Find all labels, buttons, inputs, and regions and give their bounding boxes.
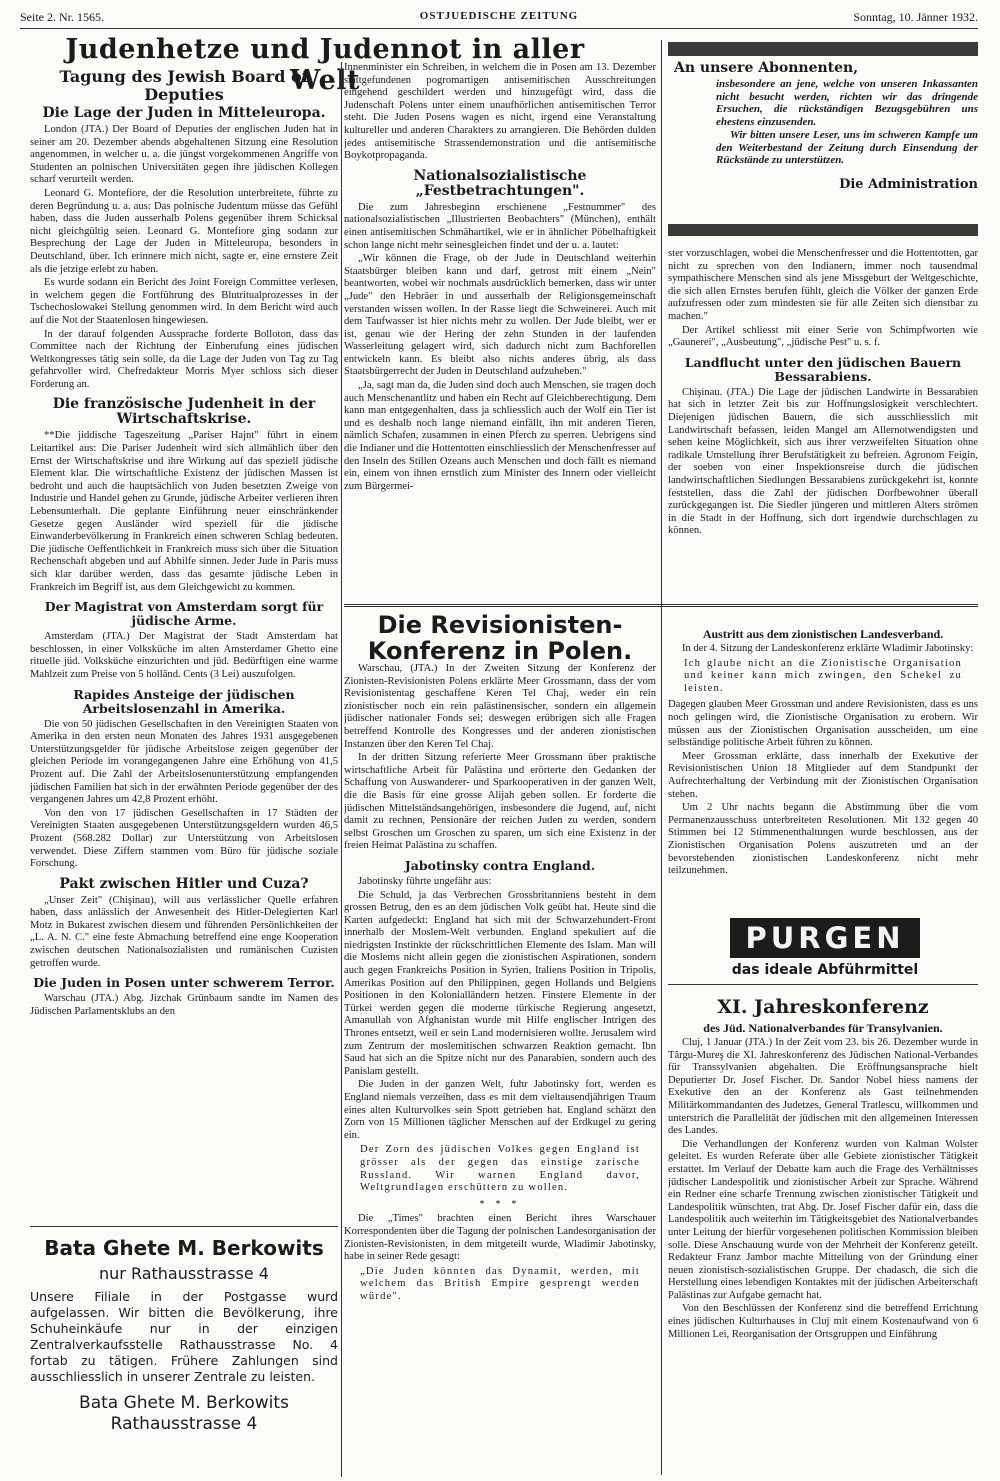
article-paragraph: **Die jiddische Tageszeitung „Pariser Hajnt" führt in einem Leitartikel aus: Die Pariser Judenheit wird sich allmählich über den Ernst der Wirtschaftskrise und ihre Wirkung auf das speziell jüdische Element klar. Die wirtschaftliche Existenz der jüdischen Massen ist bedroht und auch die hauptsächlich von Juden besetzten Zweige von Industrie und Handel gehen zu Grunde, jüdische Arbeiter verlieren ihren Lebensunterhalt. Die geplante Einführung neuer einschränkender Gesetze gegen Ausländer wird speziell für die jüdische Einwanderbevölkerung in Frankreich einen schweren Schlag bedeuten. Die jüdische Oeffentlichkeit in Frankreich muss sich über die Situation Rechenschaft abgeben und auf Abhilfe sinnen. Jeder Jude in Paris muss sich klar darüber werden, dass das gesamte jüdische Leben in Frankreich im Begriff ist, aus dem Gleichgewicht zu kommen.: [30, 430, 338, 593]
article-title: Jabotinsky contra England.: [404, 857, 596, 873]
article-paragraph: Es wurde sodann ein Bericht des Joint Foreign Committee verlesen, in welchem gegen die Fortführung des Blutritualprozesses in der Tschechoslowakei Stellung genommen wird. In dem Bericht wird auch auf die Not der Staatenlosen hingewiesen.: [30, 277, 338, 326]
article-paragraph: Jabotinsky führte ungefähr aus:: [358, 875, 492, 887]
column-divider: [661, 40, 662, 1475]
article-paragraph: Leonard G. Montefiore, der die Resolution unterbreitete, führte zu deren Begründung u. a. aus: Das polnische Judentum müsse das Gefühl haben, dass die Juden ausserhalb Polens gegenüber ihrem Schicksal nicht gleichgültig seien. Leonard G. Montefiore ging sodann zur Besprechung der Lage der Juden in Mitteleuropa, besonders in Deutschland, über. Ich erinnere mich nicht, sagte er, eine ernstere Zeit als die jetzige erlebt zu haben.: [30, 187, 338, 275]
article-paragraph: Warschau (JTA.) Abg. Jizchak Grünbaum sandte im Namen des Jüdischen Parlamentsklubs an den: [30, 993, 338, 1017]
quote: Ich glaube nicht an die Zionistische Organisation und keiner kann mich zwingen, den Schekel zu leisten.: [684, 657, 962, 694]
quote: Der Zorn des jüdischen Volkes gegen England ist grösser als der gegen das einstige zarische Russland. Wir warnen England davor, Weltgrundlagen erschüttern zu wollen.: [360, 1144, 640, 1194]
section-rule: [344, 604, 978, 607]
article-paragraph: Warschau, (JTA.) In der Zweiten Sitzung der Konferenz der Zionisten-Revisionisten Polens erklärte Meer Grossmann, dass der vom Revisionistentag geschaffene Keren Tel Chaj, weder ein rein zionistischer noch ein rein palästinensischer, sondern ein allgemein jüdischer nationaler Fonds sei; deswegen erübrigen sich alle Fragen betreffend Kontrolle des Kongresses und der anderen zionistischen Instanzen über den Keren Tel Chaj.: [344, 663, 656, 750]
article-title: Austritt aus dem zionistischen Landesverband.: [702, 627, 944, 641]
newspaper-name: OSTJUEDISCHE ZEITUNG: [419, 10, 579, 22]
column-right-lower: [668, 990, 978, 1475]
article-title: Die Juden in Posen unter schwerem Terror.: [33, 975, 335, 991]
article-paragraph: In der 4. Sitzung der Landeskonferenz erklärte Wladimir Jabotinsky:: [682, 643, 974, 654]
article-paragraph: „Ja, sagt man da, die Juden sind doch auch Menschen, sie tragen doch auch Menschenantlitz und haben ein Recht auf Gleichberechtigung. Dem kann man entgegenhalten, dass ja schliesslich auch der Wolf ein Tier ist und es deshalb noch lange niemand einfällt, ihn mit anderen Tieren, nämlich Schafen, zusammen in einen Pferch zu sperren. Uebrigens sind die Indianer und die Hottentotten einschliesslich der Menschenfresser auf den Inseln des Stillen Ozeans auch Menschen und doch fällt es niemand ein, einem von ihnen ernstlich zum Minister des Innern oder vielleicht zum Bürgermei-: [344, 380, 656, 492]
notice-heading: An unsere Abonnenten,: [674, 60, 859, 76]
page-header: [20, 8, 978, 28]
bata-advertisement: [30, 1232, 338, 1434]
article-paragraph: Die von 50 jüdischen Gesellschaften in den Vereinigten Staaten von Amerika in den ersten neun Monaten des Jahres 1931 ausgegebenen Unterstützungsgelder für jüdische Arbeitslose zeigen gegenüber der gleichen Periode im vorangegangenen Jahre eine Erhöhung von 41,5 Prozent auf. Die Zahl der Arbeitslosenunterstützung empfangenden jüdischen Familien hat sich in der erwähnten Periode gegenüber der des vergangenen Jahres um 42,8 Prozent erhöht.: [30, 718, 338, 806]
column-right: [668, 248, 978, 600]
article-paragraph: In der dritten Sitzung referierte Meer Grossmann über praktische wirtschaftliche Arbeit für Palästina und erörterte den Gedanken der Schaffung von Auswanderer- und Sparkooperativen in der ganzen Welt, die die Basis für eine grosse Alijah geben sollen. Er forderte die jüdischen Mittelständsangehörigen, insbesondere die Jugend, auf, nicht damit zu rechnen, Pensionäre der reichen Juden zu werden, sondern selbst Groschen um Groschen zu sparen, um sich eine Existenz in der freien Heimat Palästina zu schaffen.: [344, 752, 656, 852]
article-paragraph: Chişinau. (JTA.) Die Lage der jüdischen Landwirte in Bessarabien hat sich in letzter Zeit bis zur Hoffnungslosigkeit verschlechtert. Diejenigen jüdischen Bauern, die sich ausschliesslich mit Landwirtschaft befassen, leiden Mangel am Allernotwendigsten und sehen keine Möglichkeit, sich aus ihrer verzweifelten Situation ohne radikale Umstellung ihrer Berufstätigkeit zu befreien. Agronom Feigin, der soeben von einer Inspektionsreise durch die jüdischen landwirtschaftlichen Siedlungen Bessarabiens zurückgekehrt ist, konnte feststellen, dass die Zahl der jüdischen Dorfbewohner überall zurückgegangen ist. Die Siedler jüngeren und mittleren Alters strömen in die Stadt in der Hoffnung, sich dort irgendwie durchschlagen zu können.: [668, 386, 978, 537]
article-paragraph: Von den Beschlüssen der Konferenz sind die betreffend Errichtung eines jüdischen Kulturhauses in Cluj mit einem Kostenaufwand von 6 Millionen Lei, Reorganisation der Ortsgruppen und Einführung: [668, 1303, 978, 1340]
article-title: Rapides Ansteige der jüdischen Arbeitslosenzahl in Amerika.: [73, 686, 295, 716]
ad-signature: Bata Ghete M. Berkowits: [79, 1393, 289, 1413]
column-middle: [344, 62, 656, 600]
article-paragraph: Cluj, 1 Januar (JTA.) In der Zeit vom 23. bis 26. Dezember wurde in Târgu-Mureş die XI. Jahreskonferenz des Jüdischen National-Verbandes für Transsylvanien abgehalten. Die Eröffnungsansprache hielt Deputierter Dr. Josef Fischer. Dr. Sandor Nobel hiess namens der Exekutive den an der Konferenz als Gast teilnehmenden Militärkommandanten des Judetzes, General Tratlescu, willkommen und unterstrich die Parallelität der jüdischen mit den allgemeinen Interessen des Landes.: [668, 1037, 978, 1137]
section-rule: [30, 1226, 338, 1227]
column-divider: [341, 62, 342, 1477]
article-paragraph: Die Verhandlungen der Konferenz wurden von Kalman Wolster geleitet. Es wurden Referate über alle Gebiete zionistischer Tätigkeit erstattet. Im Verlauf der Debatte kam auch die Frage des Verhältnisses jüdischer Landespolitik und zionistischer Arbeit zur Sprache. Während ein Redner eine scharfe Trennung zwischen zionistischer Tätigkeit und Landespolitik wünschten, trat Abg. Dr. Josef Fischer dafür ein, dass die Landespolitik auch weiterhin im Tätigkeitsgebiet des Nationalverbandes unter Leitung der hierfür vorgesehenen politischen Kommission bleiben solle. Diese Anschauung wurde von der Mehrheit der Konferenz geteilt. Redakteur Franz Jambor machte Mitteilung von der Gründung einer neuen zionistisch-sozialistischen Gruppe. Der chadasch, die sich die Herstellung eines lebendigen Kontaktes mit der jüdischen Arbeiterschaft Palästinas zur Aufgabe gemacht hat.: [668, 1138, 978, 1301]
purgen-logo: PURGEN: [730, 918, 920, 958]
ad-street: nur Rathausstrasse 4: [99, 1264, 269, 1283]
purgen-tagline: das ideale Abführmittel: [731, 962, 919, 978]
article-title: Pakt zwischen Hitler und Cuza?: [59, 875, 309, 892]
article-paragraph: London (JTA.) Der Board of Deputies der englischen Juden hat in seiner am 20. Dezember abends abgehaltenen Sitzung eine Resolution angenommen, in welcher u. a. die jüngst vorgekommenen Angriffe von Studenten an polnischen Universitäten gegen ihre jüdischen Kollegen scharf verurteilt werden.: [30, 124, 338, 186]
article-paragraph: Die Juden in der ganzen Welt, fuhr Jabotinsky fort, werden es England niemals verzeihen, dass es mit dem vieltausendjährigen Traum eines alten Kulturvolkes sein Spott getrieben hat. England schätzt den Zorn von 15 Millionen täglicher Menschen auf der Erdkugel zu gering ein.: [344, 1079, 656, 1141]
article-paragraph: Die „Times" brachten einen Bericht ihres Warschauer Korrespondenten über die Tagung der polnischen Landesorganisation der Zionisten-Revisionisten, in dem mitgeteilt wurde, Wladimir Jabotinsky, habe in seiner Rede gesagt:: [344, 1213, 656, 1263]
article-paragraph: „Unser Zeit" (Chişinau), will aus verlässlicher Quelle erfahren haben, dass anlässlich der Anwesenheit des Hitler-Delegierten Karl Motz in Bukarest zwischen diesem und führenden Persönlichkeiten der „L. A. N. C." eine feste Abmachung betreffend eine enge Kooperation zwischen deutschen Nationalsozialisten und rumänischen Cuzisten getroffen wurde.: [30, 894, 338, 969]
article-paragraph: Die Schuld, ja das Verbrechen Grossbritanniens besteht in dem grossen Betrug, den es an dem jüdischen Volk geübt hat. Heute sind die Karten aufgedeckt: England hat sich mit der Schwarzehundert-Front innerhalb der Moslem-Welt verbunden. England spekuliert auf die niedrigsten Instinkte der rückschrittlichen Elemente des Islam. Man will die Moslems nicht allein gegen die zionistischen Aspirationen, sondern auch gegen Frankreichs Position in Syrien, Italiens Position in Tripolis, Amerikas Position auf den Philippinen, gegen Hollands und Belgiens Positionen in den Kolonialländern hetzen. Finstere Elemente in der Türkei werden gegen die moderne türkische Regierung angesetzt, Amanullah von Afghanistan wurde mit Hilfe englischer Intrigen des Thrones entsetzt, weil er sein Land modernisieren wollte. Jerusalem wird zum Zentrum der moslemitischen schwarzen Reaktion gemacht. Ibn Saud hat sich an die Spitze nicht nur des Panarabien, sondern auch des Panislam gestellt.: [344, 889, 656, 1077]
article-subtitle: des Jüd. Nationalverbandes für Transylvanien.: [703, 1021, 943, 1035]
article-paragraph: Die zum Jahresbeginn erschienene „Festnummer" des nationalsozialistischen „Illustrierten Beobachters" (München), enthält einen antisemitischen Schmähartikel, wie er in ähnlicher Pöbelhaftigkeit schon lange nicht mehr seinesgleichen findet und der u. a. lautet:: [344, 201, 656, 251]
article-paragraph: Meer Grossman erklärte, dass innerhalb der Exekutive der Revisionistischen Union 18 Mitglieder auf dem Standpunkt der Aufrechterhaltung der Verbindung mit der Zionistischen Organisation stehen.: [668, 750, 978, 800]
column-left: [30, 66, 338, 1256]
article-paragraph: Um 2 Uhr nachts begann die Abstimmung über die vom Permanenzausschuss unterbreiteten Resolutionen. Mit 132 gegen 40 Stimmen bei 12 Stimmenenthaltungen wurde beschlossen, aus der Zionistischen Organisation Polens auszutreten und an der bevorstehenden zionistischen Landeskonferenz nicht mehr teilzunehmen.: [668, 802, 978, 877]
article-subtitle: Die Lage der Juden in Mitteleuropa.: [42, 105, 326, 121]
column-middle-lower: [344, 663, 656, 1475]
header-rule: [20, 28, 978, 29]
article-headline: Die Revisionisten-Konferenz in Polen.: [367, 611, 633, 665]
article-paragraph: Der Artikel schliesst mit einer Serie von Schimpfworten wie „Gaunerei", „Ausbeutung", „jüdische Pest" u. s. f.: [668, 324, 978, 349]
article-paragraph: Amsterdam (JTA.) Der Magistrat der Stadt Amsterdam hat beschlossen, in einer Volksküche im alten Amsterdamer Ghetto eine rituelle jüd. Volksküche einzurichten und jüd. Bedürftigen eine warme Mahlzeit zum Preise von 5 holländ. Cents (3 Lei) auszufolgen.: [30, 631, 338, 680]
ad-body: Unsere Filiale in der Postgasse wurd aufgelassen. Wir bitten die Bevölkerung, ihre Schuheinkäufe nur in der einzigen Zentralverkaufsstelle Rathausstrasse No. 4 fortab zu tätigen. Frühere Zahlungen sind ausschliesslich in unserer Zentrale zu leisten.: [30, 1289, 338, 1384]
article-title: Die französische Judenheit in der Wirtschaftskrise.: [52, 396, 316, 428]
subscriber-notice: [668, 40, 978, 240]
notice-paragraph: insbesondere an jene, welche von unseren Inkassanten nicht besucht werden, richten wir das dringende Ersuchen, die rückständigen Bezugsgebühren uns ehestens einzusenden.: [716, 78, 978, 128]
notice-signature: Die Administration: [839, 176, 978, 192]
article-title: Tagung des Jewish Board of Deputies: [59, 67, 309, 104]
main-headline: Judenhetze und Judennot in aller Welt: [65, 34, 585, 96]
column-right-middle: [668, 624, 978, 914]
issue-date: Sonntag, 10. Jänner 1932.: [853, 10, 978, 24]
article-paragraph: Dagegen glauben Meer Grossman und andere Revisionisten, dass es uns noch gelingen wird, die Zionistische Organisation zu erobern. Wir müssen aus der Zionistischen Organisation ausscheiden, um eine selbständige politische Arbeit führen zu können.: [668, 699, 978, 749]
article-paragraph: Von den von 17 jüdischen Gesellschaften in 17 Städten der Vereinigten Staaten ausgegebenen Unterstützungsgeldern wurden 46,5 Prozent (568.282 Dollar) zur Unterstützung von Arbeitslosen verwendet. Diese Ziffern stammen vom Büro für jüdische soziale Forschung.: [30, 807, 338, 870]
article-title: XI. Jahreskonferenz: [717, 996, 929, 1018]
notice-paragraph: Wir bitten unsere Leser, uns im schweren Kampfe um den Weiterbestand der Zeitung durch Einsendung der Rückstände zu unterstützen.: [716, 129, 978, 166]
quote: „Die Juden könnten das Dynamit, werden, mit welchem das British Empire gesprengt werden würde".: [360, 1265, 640, 1302]
ad-title: Bata Ghete M. Berkowits: [44, 1236, 324, 1260]
article-paragraph: In der darauf folgenden Aussprache forderte Bolloton, dass das Committee nach der Richtung der Einberufung eines jüdischen Weltkongresses tätig sein solle, da die Lage der Juden von Tag zu Tag gefahrvoller wird. Chefredakteur Morris Myer schloss sich dieser Forderung an.: [30, 328, 338, 390]
box-bottom-bar: [668, 224, 978, 236]
ad-address: Rathausstrasse 4: [110, 1414, 258, 1434]
article-paragraph: „Wir können die Frage, ob der Jude in Deutschland weiterhin Staatsbürger bleiben kann und darf, getrost mit einem „Nein" beantworten, wobei wir nochmals ausdrücklich bemerken, dass wir unter „Jude" den Hebräer in und ausserhalb der Religionsgemeinschaft verstanden wissen wollen. In der Rasse liegt die Schweinerei. Auch mit dem Taufwasser ist hier nichts mehr zu wollen. Der Jude bleibt, wer er ist, genau wie der Hering der zehn Stunden in der laufenden Wasserleitung gelagert wird, sich dadurch nicht zum Bachforellen entwickeln kann. Es bleibt also nichts anderes übrig, als dass Staatsbürgerrecht der Juden in Deutschland aufzuheben.": [344, 253, 656, 378]
article-title: Der Magistrat von Amsterdam sorgt für jüdische Arme.: [44, 599, 324, 629]
separator-stars: * * *: [479, 1198, 521, 1210]
page-number: Seite 2. Nr. 1565.: [20, 10, 104, 24]
article-title: Nationalsozialistische „Festbetrachtungen".: [413, 167, 587, 199]
article-paragraph: ster vorzuschlagen, wobei die Menschenfresser und die Hottentotten, gar nicht zu sprechen von den Indianern, immer noch tausendmal sympathischere Menschen sind als jene Missgeburt der Weltgeschichte, die sich allen Ernstes berufen fühlt, gleich die Völker der ganzen Erde aufzufressen oder zum mindesten sie für alle Zeiten sich dienstbar zu machen.": [668, 248, 978, 322]
article-title: Landflucht unter den jüdischen Bauern Bessarabiens.: [684, 354, 962, 384]
article-paragraph: Innenminister ein Schreiben, in welchem die in Posen am 13. Dezember stattgefundenen pogromartigen antisemitischen Ausschreitungen eingehend geschildert werden und hinzugefügt wird, dass die Judenschaft Polens unter einem unaufhörlichen antisemitischen Terror steht. Die Juden Posens wagen es nicht, irgend eine Veranstaltung kultureller und anderen Charakters zu arrangieren. Die Behörden dulden jedes antisemitische Strassendemonstration und die antisemitische Boykotpropaganda.: [344, 62, 656, 162]
section-rule: [668, 984, 978, 985]
notice-text: [716, 78, 978, 167]
